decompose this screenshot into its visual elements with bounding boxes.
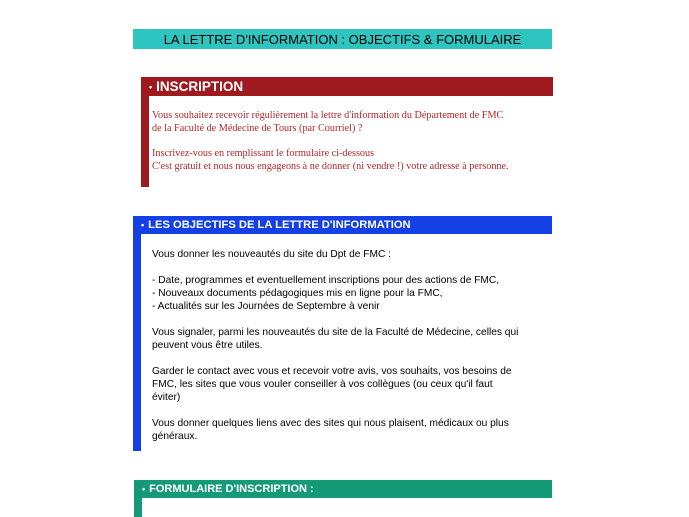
objectifs-paragraph-line: FMC, les sites que vous vouler conseiller à vos collègues (ou ceux qu'il faut: [152, 379, 493, 390]
inscription-line: Vous souhaitez recevoir régulièrement la lettre d'information du Département de FMC: [152, 110, 504, 121]
inscription-header-label: INSCRIPTION: [156, 79, 244, 94]
formulaire-side-bar: [134, 498, 142, 517]
inscription-side-bar: [141, 96, 149, 187]
objectifs-side-bar: [133, 234, 141, 451]
objectifs-list-item: - Nouveaux documents pédagogiques mis en ligne pour la FMC,: [152, 288, 443, 299]
inscription-text: [152, 110, 552, 174]
objectifs-paragraph-line: Garder le contact avec vous et recevoir votre avis, vos souhaits, vos besoins de: [152, 366, 512, 377]
objectifs-header-label: LES OBJECTIFS DE LA LETTRE D'INFORMATION: [148, 219, 411, 231]
bullet-icon: •: [142, 484, 146, 494]
objectifs-section: [133, 216, 552, 451]
objectifs-paragraph-line: éviter): [152, 392, 181, 403]
objectifs-text: [152, 248, 552, 443]
objectifs-paragraph-line: Vous donner quelques liens avec des sites qui nous plaisent, médicaux ou plus: [152, 418, 509, 429]
objectifs-list-item: - Actualités sur les Journées de Septembre à venir: [152, 301, 380, 312]
objectifs-list-item: - Date, programmes et eventuellement inscriptions pour des actions de FMC,: [152, 275, 500, 286]
objectifs-paragraph-line: peuvent vous être utiles.: [152, 340, 263, 351]
objectifs-header: [133, 216, 552, 234]
inscription-section: [141, 77, 553, 187]
objectifs-paragraph-line: généraux.: [152, 431, 198, 442]
inscription-line: de la Faculté de Médecine de Tours (par Courriel) ?: [152, 122, 363, 134]
bullet-icon: •: [149, 81, 153, 92]
objectifs-paragraph-line: Vous signaler, parmi les nouveautés du site de la Faculté de Médecine, celles qui: [152, 327, 519, 338]
inscription-line: C'est gratuit et nous nous engageons à ne donner (ni vendre !) votre adresse à personne.: [152, 161, 509, 173]
formulaire-section: [134, 480, 552, 517]
bullet-icon: •: [141, 220, 145, 230]
objectifs-intro: Vous donner les nouveautés du site du Dpt de FMC :: [152, 249, 391, 260]
inscription-header: [141, 77, 553, 96]
inscription-line: Inscrivez-vous en remplissant le formulaire ci-dessous: [152, 148, 375, 160]
formulaire-header: [134, 480, 552, 498]
formulaire-header-label: FORMULAIRE D'INSCRIPTION :: [149, 483, 314, 495]
page-title: LA LETTRE D'INFORMATION : OBJECTIFS & FORMULAIRE: [133, 29, 552, 49]
